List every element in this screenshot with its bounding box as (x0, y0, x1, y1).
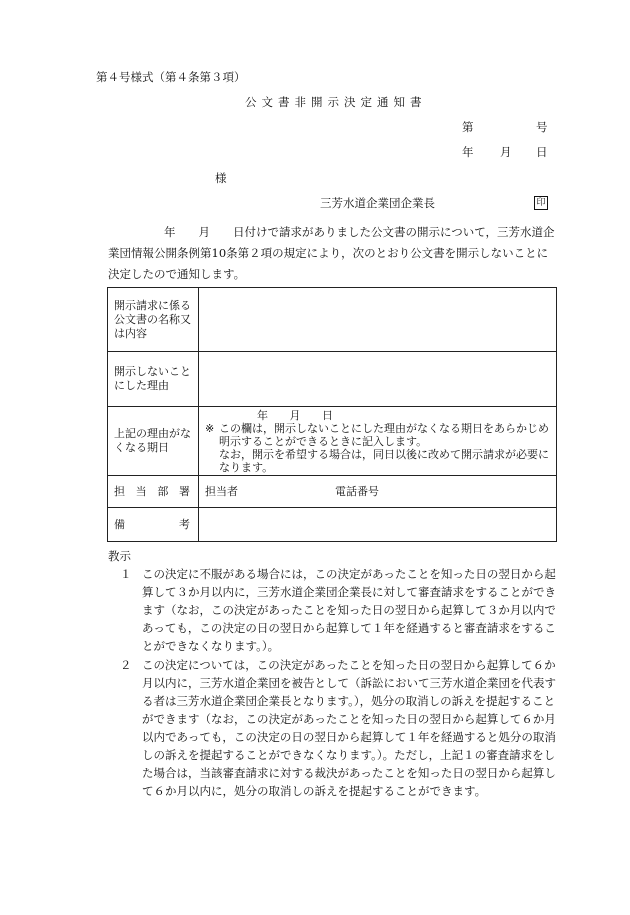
document-name-cell (199, 288, 557, 352)
label-char: 当 (135, 484, 147, 498)
instruction-number: ２ (120, 658, 132, 672)
instruction-number: １ (120, 567, 132, 581)
expiry-note-2: なお，開示を希望する場合は，同日以後に改めて開示請求が必要になります。 (219, 447, 549, 474)
instruction-item-1 (120, 565, 556, 655)
expiry-month: 月 (289, 408, 301, 422)
addressee-honorific: 様 (215, 171, 227, 185)
row-label-department (108, 476, 199, 508)
body-paragraph: 年 月 日付けで請求がありました公文書の開示について，三芳水道企業団情報公開条例第10条第２項の規定により，次のとおり公文書を開示しないことに決定したので通知します。 (108, 225, 555, 281)
row-label-document: 開示請求に係る公文書の名称又は内容 (108, 288, 199, 352)
row-label-remarks (108, 508, 199, 542)
label-char: 備 (114, 517, 125, 531)
expiry-note (205, 422, 550, 448)
label-char: 考 (179, 517, 190, 531)
date-month: 月 (500, 145, 512, 159)
instruction-item-2 (120, 656, 556, 800)
instruction-text: この決定については，この決定があったことを知った日の翌日から起算して６か月以内に，三芳水道企業団を被告として（訴訟において三芳水道企業団を代表する者は三芳水道企業団企業長となります。），処分の取消しの訴えを提起することができます（なお，この決定があったことを知った日の翌日から起算して６か月以内であっても，この決定の日の翌日から起算して１年を経過すると処分の取消しの訴えを提起することができなくなります。）。ただし，上記１の審査請求をした場合は，当該審査請求に対する裁決があったことを知った日の翌日から起算して６か月以内に，処分の取消しの訴えを提起することができます。 (142, 658, 556, 798)
label-char: 部 (157, 484, 169, 498)
expiry-year: 年 (257, 408, 268, 422)
label-char: 署 (178, 484, 190, 498)
expiry-date-line (205, 409, 550, 422)
seal-mark: 印 (534, 196, 548, 210)
date-day: 日 (536, 145, 548, 159)
expiry-cell (199, 407, 557, 476)
doc-number-suffix: 号 (536, 120, 548, 134)
disclosure-table (107, 287, 557, 542)
staff-label: 担当者 (205, 485, 238, 498)
label-char: 担 (114, 484, 125, 498)
table-row (108, 508, 557, 542)
row-label-reason: 開示しないことにした理由 (108, 352, 199, 407)
phone-label: 電話番号 (335, 485, 379, 498)
date-year: 年 (462, 145, 474, 159)
document-title: 公文書非開示決定通知書 (245, 95, 427, 109)
form-number: 第４号様式（第４条第３項） (96, 70, 246, 84)
table-row (108, 288, 557, 352)
remarks-cell (199, 508, 557, 542)
expiry-day: 日 (322, 408, 333, 422)
table-row (108, 476, 557, 508)
note-text: この欄は，開示しないことにした理由がなくなる期日をあらかじめ明示することができるときに記入します。 (219, 421, 549, 448)
table-row (108, 407, 557, 476)
reason-cell (199, 352, 557, 407)
instructions-heading: 教示 (108, 549, 131, 563)
doc-number-prefix: 第 (462, 120, 474, 134)
department-cell (199, 476, 557, 508)
note-mark: ※ (205, 421, 215, 435)
table-row (108, 352, 557, 407)
instruction-text: この決定に不服がある場合には，この決定があったことを知った日の翌日から起算して３か月以内に，三芳水道企業団企業長に対して審査請求をすることができます（なお，この決定があったことを知った日の翌日から起算して３か月以内であっても，この決定の日の翌日から起算して１年を経過すると審査請求をすることができなくなります。）。 (142, 567, 556, 653)
issuer-name: 三芳水道企業団企業長 (320, 196, 435, 210)
row-label-expiry: 上記の理由がなくなる期日 (108, 407, 199, 476)
